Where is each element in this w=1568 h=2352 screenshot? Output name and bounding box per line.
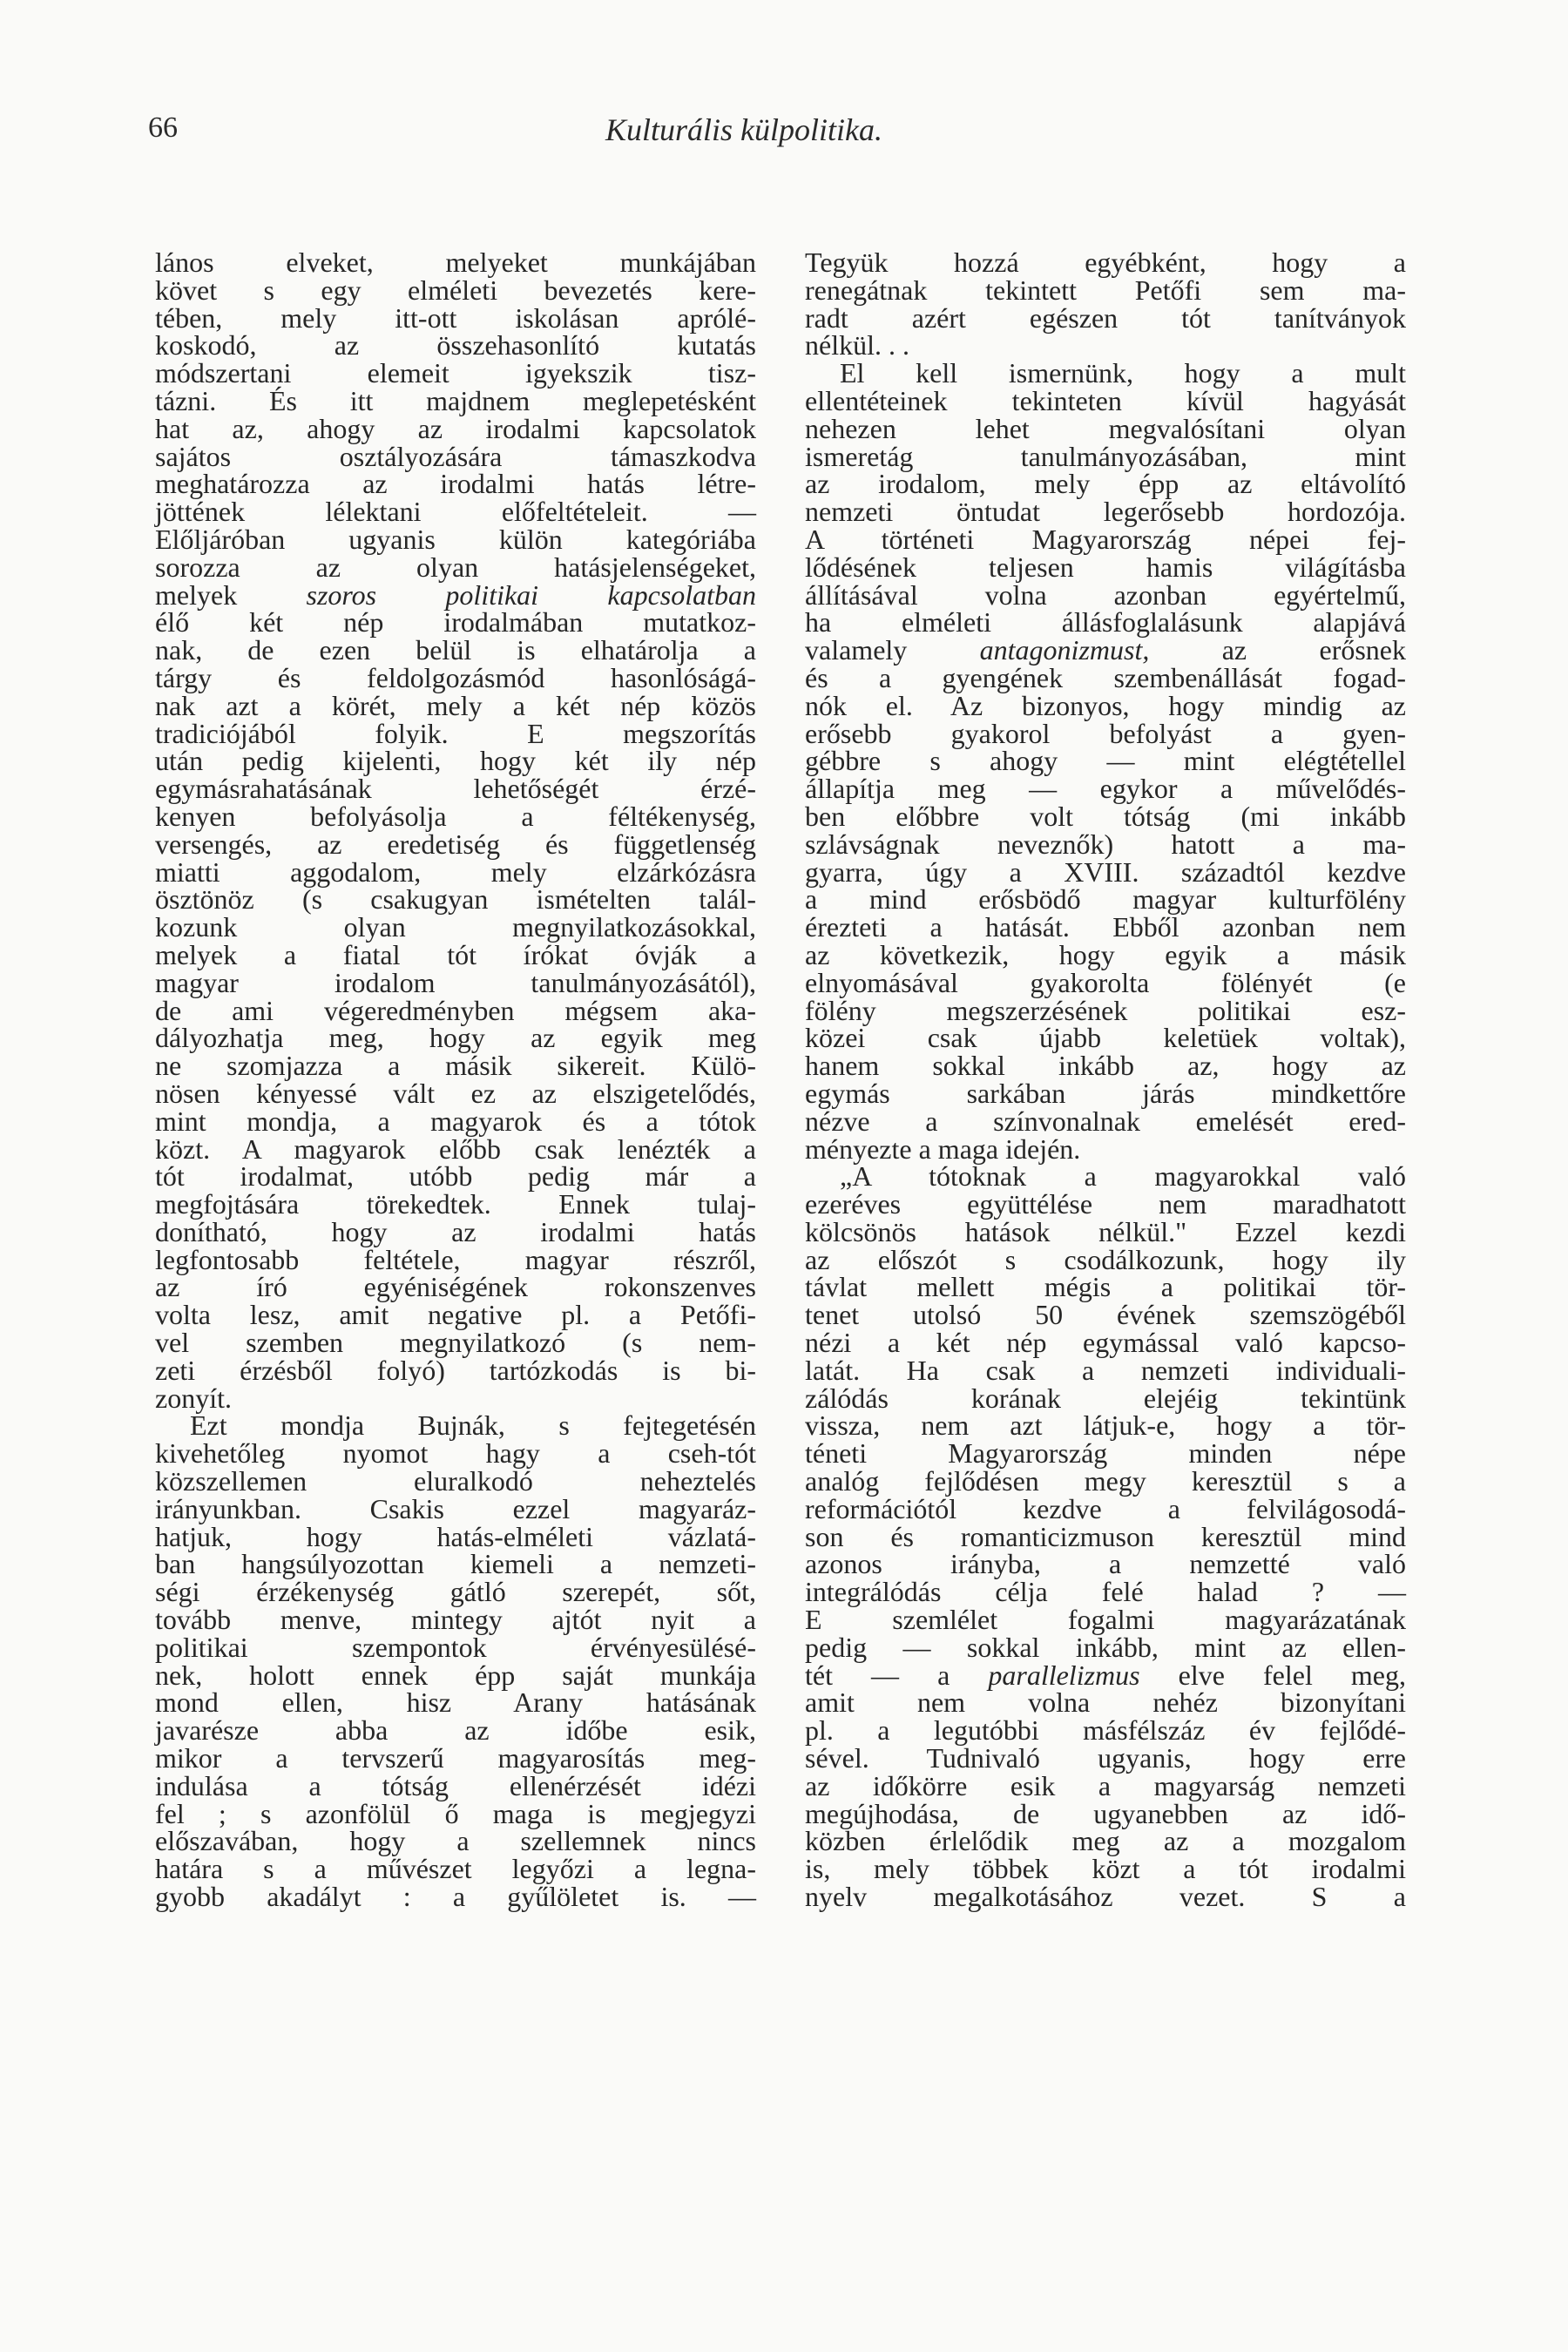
left-text-column xyxy=(155,249,756,1911)
text-line: miatti aggodalom, mely elzárkózásra xyxy=(155,855,756,888)
text-line: egymás sarkában járás mindkettőre xyxy=(805,1077,1406,1109)
running-title: Kulturális külpolitika. xyxy=(605,112,883,147)
text-line: melyek szoros politikai kapcsolatban xyxy=(155,578,756,611)
text-line: ményezte a maga idején. xyxy=(805,1132,1081,1165)
text-line: A történeti Magyarország népei fej- xyxy=(805,523,1406,555)
text-line: módszertani elemeit igyekszik tisz- xyxy=(155,357,756,389)
italic-phrase: parallelizmus xyxy=(988,1659,1140,1691)
text-line: zonyít. xyxy=(155,1382,232,1414)
text-line: nak, de ezen belül is elhatárolja a xyxy=(155,634,756,666)
text-line: ne szomjazza a másik sikereit. Külö- xyxy=(155,1050,756,1082)
text-line: állapítja meg — egykor a művelődés- xyxy=(805,773,1406,805)
text-line: radt azért egészen tót tanítványok xyxy=(805,301,1406,334)
text-line: ben előbbre volt tótság (mi inkább xyxy=(805,800,1406,832)
text-line: téneti Magyarország minden népe xyxy=(805,1437,1406,1470)
text-line: hanem sokkal inkább az, hogy az xyxy=(805,1050,1406,1082)
text-line: nak azt a körét, mely a két nép közös xyxy=(155,689,756,721)
text-line: az irodalom, mely épp az eltávolító xyxy=(805,468,1406,500)
text-line: megújhodása, de ugyanebben az idő- xyxy=(805,1797,1406,1829)
text-line: nélkül. . . xyxy=(805,329,909,362)
text-line: de ami végeredményben mégsem aka- xyxy=(155,994,756,1026)
text-line: nek, holott ennek épp saját munkája xyxy=(155,1659,756,1691)
text-line: hatjuk, hogy hatás-elméleti vázlatá- xyxy=(155,1520,756,1552)
text-line: meghatározza az irodalmi hatás létre- xyxy=(155,468,756,500)
text-line: son és romanticizmuson keresztül mind xyxy=(805,1520,1406,1552)
text-line: gyarra, úgy a XVIII. századtól kezdve xyxy=(805,855,1406,888)
text-line: követ s egy elméleti bevezetés kere- xyxy=(155,274,756,306)
text-line: magyar irodalom tanulmányozásától), xyxy=(155,966,756,998)
text-line: reformációtól kezdve a felvilágosodá- xyxy=(805,1492,1406,1524)
text-line: vissza, nem azt látjuk-e, hogy a tör- xyxy=(805,1409,1406,1442)
text-line: El kell ismernünk, hogy a mult xyxy=(840,357,1406,389)
text-line: lános elveket, melyeket munkájában xyxy=(155,247,756,278)
text-line: ha elméleti állásfoglalásunk alapjává xyxy=(805,606,1406,639)
text-line: amit nem volna nehéz bizonyítani xyxy=(805,1686,1406,1719)
text-line: dályozhatja meg, hogy az egyik meg xyxy=(155,1022,756,1054)
italic-phrase: antagonizmust, xyxy=(979,634,1150,666)
text-line: nemzeti öntudat legerősebb hordozója. xyxy=(805,496,1406,528)
text-line: ismeretág tanulmányozásában, mint xyxy=(805,440,1406,472)
text-line: nösen kényessé vált ez az elszigetelődés, xyxy=(155,1077,756,1109)
text-line: indulása a tótság ellenérzését idézi xyxy=(155,1769,756,1801)
text-line: is, mely többek közt a tót irodalmi xyxy=(805,1853,1406,1885)
text-line: az előszót s csodálkozunk, hogy ily xyxy=(805,1243,1406,1275)
text-line: Előljáróban ugyanis külön kategóriába xyxy=(155,523,756,555)
text-line: ségi érzékenység gátló szerepét, sőt, xyxy=(155,1576,756,1608)
text-line: nók el. Az bizonyos, hogy mindig az xyxy=(805,689,1406,721)
text-line: gébbre s ahogy — mint elégtétellel xyxy=(805,745,1406,777)
text-line: fölény megszerzésének politikai esz- xyxy=(805,994,1406,1026)
text-line: az időkörre esik a magyarság nemzeti xyxy=(805,1769,1406,1801)
text-line: az következik, hogy egyik a másik xyxy=(805,938,1406,970)
text-line: sorozza az olyan hatásjelenségeket, xyxy=(155,551,756,583)
text-line: tenet utolsó 50 évének szemszögéből xyxy=(805,1299,1406,1331)
text-line: pedig — sokkal inkább, mint az ellen- xyxy=(805,1631,1406,1663)
text-line: latát. Ha csak a nemzeti individuali- xyxy=(805,1354,1406,1386)
text-line: zeti érzésből folyó) tartózkodás is bi- xyxy=(155,1354,756,1386)
text-line: vel szemben megnyilatkozó (s nem- xyxy=(155,1327,756,1359)
text-line: tázni. És itt majdnem meglepetésként xyxy=(155,384,756,416)
text-line: mond ellen, hisz Arany hatásának xyxy=(155,1686,756,1719)
text-line: állításával volna azonban egyértelmű, xyxy=(805,578,1406,611)
text-line: és a gyengének szembenállását fogad- xyxy=(805,661,1406,693)
text-line: azonos irányba, a nemzetté való xyxy=(805,1548,1406,1580)
text-line: irányunkban. Csakis ezzel magyaráz- xyxy=(155,1492,756,1524)
text-line: integrálódás célja felé halad ? — xyxy=(805,1576,1406,1608)
text-line: erősebb gyakorol befolyást a gyen- xyxy=(805,717,1406,749)
text-line: renegátnak tekintett Petőfi sem ma- xyxy=(805,274,1406,306)
text-line: fel ; s azonfölül ő maga is megjegyzi xyxy=(155,1797,756,1829)
text-line: politikai szempontok érvényesülésé- xyxy=(155,1631,756,1663)
text-line: közben érlelődik meg az a mozgalom xyxy=(805,1825,1406,1857)
text-line: az író egyéniségének rokonszenves xyxy=(155,1271,756,1303)
text-line: tárgy és feldolgozásmód hasonlóságá- xyxy=(155,661,756,693)
text-line: kozunk olyan megnyilatkozásokkal, xyxy=(155,911,756,943)
text-line: elnyomásával gyakorolta fölényét (e xyxy=(805,966,1406,998)
text-line: élő két nép irodalmában mutatkoz- xyxy=(155,606,756,639)
text-line: lődésének teljesen hamis világításba xyxy=(805,551,1406,583)
right-text-column xyxy=(805,249,1406,1911)
text-line: gyobb akadályt : a gyűlöletet is. — xyxy=(155,1881,756,1913)
text-line: Ezt mondja Bujnák, s fejtegetésén xyxy=(190,1409,756,1442)
text-line: analóg fejlődésen megy keresztül s a xyxy=(805,1465,1406,1497)
text-line: Tegyük hozzá egyébként, hogy a xyxy=(805,247,1406,278)
text-line: határa s a művészet legyőzi a legna- xyxy=(155,1853,756,1885)
text-line: donítható, hogy az irodalmi hatás xyxy=(155,1215,756,1247)
text-line: nézi a két nép egymással való kapcso- xyxy=(805,1327,1406,1359)
text-line: ezeréves együttélése nem maradhatott xyxy=(805,1188,1406,1220)
text-line: nyelv megalkotásához vezet. S a xyxy=(805,1881,1406,1913)
text-line: közt. A magyarok előbb csak lenézték a xyxy=(155,1132,756,1165)
text-line: tovább menve, mintegy ajtót nyit a xyxy=(155,1604,756,1636)
text-line: egymásrahatásának lehetőségét érzé- xyxy=(155,773,756,805)
text-line: ösztönöz (s csakugyan ismételten talál- xyxy=(155,883,756,916)
text-line: kivehetőleg nyomot hagy a cseh-tót xyxy=(155,1437,756,1470)
text-line: távlat mellett mégis a politikai tör- xyxy=(805,1271,1406,1303)
text-line: tében, mely itt-ott iskolásan aprólé- xyxy=(155,301,756,334)
text-line: kölcsönös hatások nélkül." Ezzel kezdi xyxy=(805,1215,1406,1247)
text-line: sével. Tudnivaló ugyanis, hogy erre xyxy=(805,1742,1406,1774)
text-line: ellentéteinek tekinteten kívül hagyását xyxy=(805,384,1406,416)
text-line: érezteti a hatását. Ebből azonban nem xyxy=(805,911,1406,943)
text-line: közei csak újabb keletüek voltak), xyxy=(805,1022,1406,1054)
text-line: előszavában, hogy a szellemnek nincs xyxy=(155,1825,756,1857)
text-line: javarésze abba az időbe esik, xyxy=(155,1714,756,1747)
text-line: zálódás korának elejéig tekintünk xyxy=(805,1382,1406,1414)
text-line: kenyen befolyásolja a féltékenység, xyxy=(155,800,756,832)
text-line: megfojtására törekedtek. Ennek tulaj- xyxy=(155,1188,756,1220)
text-line: „A tótoknak a magyarokkal való xyxy=(840,1160,1406,1193)
text-line: szlávságnak neveznők) hatott a ma- xyxy=(805,828,1406,860)
page-number: 66 xyxy=(148,112,178,144)
text-line: volta lesz, amit negative pl. a Petőfi- xyxy=(155,1299,756,1331)
text-line: ban hangsúlyozottan kiemeli a nemzeti- xyxy=(155,1548,756,1580)
text-line: mint mondja, a magyarok és a tótok xyxy=(155,1105,756,1137)
text-line: pl. a legutóbbi másfélszáz év fejlődé- xyxy=(805,1714,1406,1747)
text-line: versengés, az eredetiség és függetlenség xyxy=(155,828,756,860)
text-line: mikor a tervszerű magyarosítás meg- xyxy=(155,1742,756,1774)
text-line: koskodó, az összehasonlító kutatás xyxy=(155,329,756,362)
text-line: nézve a színvonalnak emelését ered- xyxy=(805,1105,1406,1137)
text-line: nehezen lehet megvalósítani olyan xyxy=(805,412,1406,444)
text-line: tradiciójából folyik. E megszorítás xyxy=(155,717,756,749)
text-line: a mind erősbödő magyar kulturfölény xyxy=(805,883,1406,916)
text-line: közszellemen eluralkodó neheztelés xyxy=(155,1465,756,1497)
text-line: hat az, ahogy az irodalmi kapcsolatok xyxy=(155,412,756,444)
text-line: után pedig kijelenti, hogy két ily nép xyxy=(155,745,756,777)
italic-phrase: szoros politikai kapcsolatban xyxy=(306,578,756,611)
text-line: E szemlélet fogalmi magyarázatának xyxy=(805,1604,1406,1636)
text-line: jöttének lélektani előfeltételeit. — xyxy=(155,496,756,528)
text-line: tét — a parallelizmus elve felel meg, xyxy=(805,1659,1407,1691)
text-line: melyek a fiatal tót írókat óvják a xyxy=(155,938,756,970)
text-line: valamely antagonizmust, az erősnek xyxy=(805,634,1407,666)
text-line: legfontosabb feltétele, magyar részről, xyxy=(155,1243,756,1275)
text-line: sajátos osztályozására támaszkodva xyxy=(155,440,756,472)
text-line: tót irodalmat, utóbb pedig már a xyxy=(155,1160,756,1193)
